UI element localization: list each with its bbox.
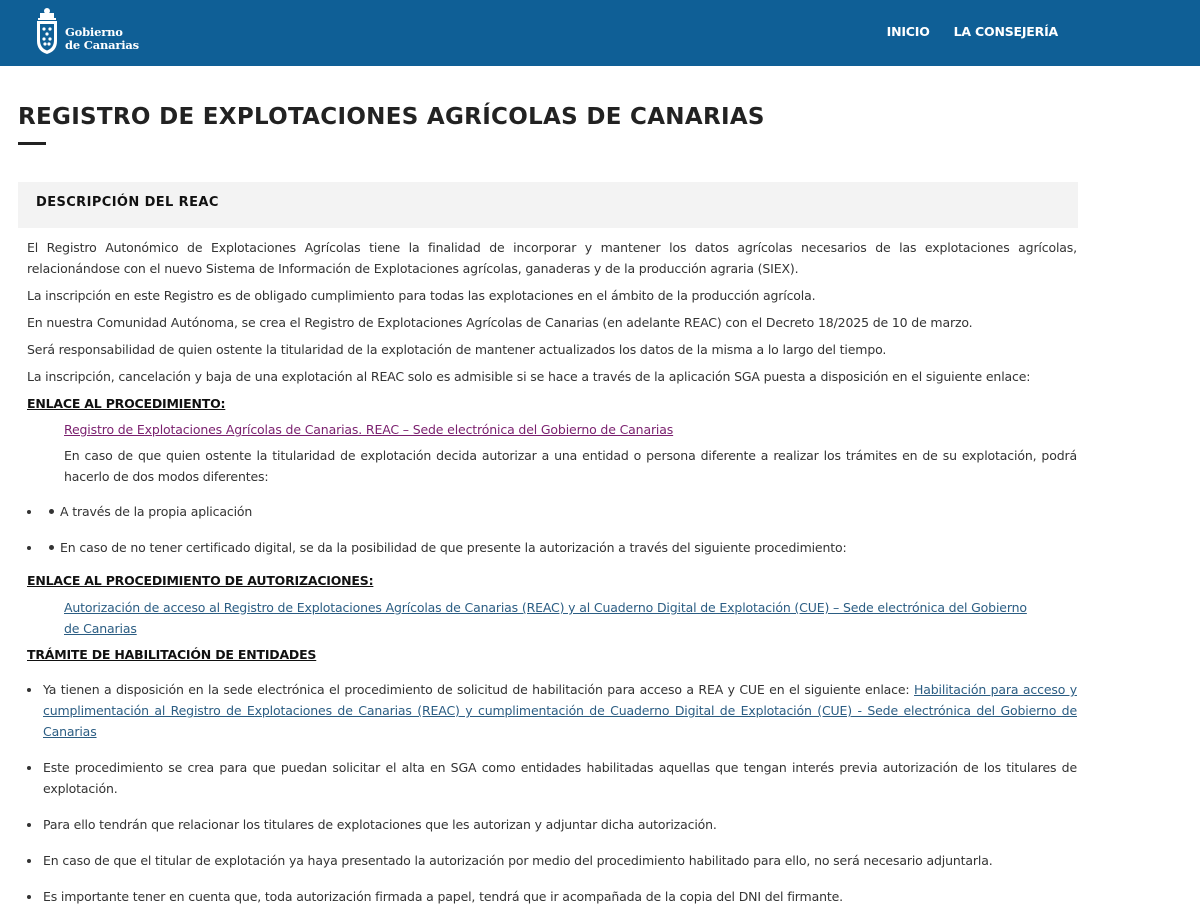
authorizations-heading: ENLACE AL PROCEDIMIENTO DE AUTORIZACIONES: — [27, 573, 374, 588]
top-header — [0, 0, 1200, 66]
main-nav — [887, 24, 1058, 39]
authorization-options-list — [27, 501, 1077, 558]
nav-la-consejeria[interactable]: LA CONSEJERÍA — [953, 24, 1058, 39]
paragraph-obligation: La inscripción en este Registro es de obligado cumplimiento para todas las explotaciones en el ámbito de la producción agrícola. — [27, 288, 816, 303]
procedure-heading: ENLACE AL PROCEDIMIENTO: — [27, 396, 226, 411]
nav-inicio[interactable]: INICIO — [886, 24, 930, 39]
sub-bullet — [49, 545, 54, 550]
list-item: A través de la propia aplicación — [27, 501, 1077, 522]
list-item: En caso de no tener certificado digital, se da la posibilidad de que presente la autorización a través del siguiente procedimiento: — [27, 537, 1077, 558]
logo-text — [65, 26, 139, 52]
sub-bullet — [49, 509, 54, 514]
procedure-link[interactable]: Registro de Explotaciones Agrícolas de Canarias. REAC – Sede electrónica del Gobierno de Canarias — [64, 422, 674, 437]
authorizations-block — [27, 597, 1077, 639]
paragraph-responsibility: Será responsabilidad de quien ostente la titularidad de la explotación de mantener actualizados los datos de la misma a lo largo del tiempo. — [27, 342, 887, 357]
section-title: DESCRIPCIÓN DEL REAC — [36, 195, 219, 210]
coat-of-arms-icon — [34, 7, 60, 55]
section-content — [27, 237, 1077, 922]
list-item: En caso de que el titular de explotación ya haya presentado la autorización por medio del procedimiento habilitado para ello, no será necesario adjuntarla. — [27, 850, 1077, 871]
list-item: Es importante tener en cuenta que, toda autorización firmada a papel, tendrá que ir acompañada de la copia del DNI del firmante. — [27, 886, 1077, 907]
list-item: Este procedimiento se crea para que puedan solicitar el alta en SGA como entidades habilitadas aquellas que tengan interés previa autorización de los titulares de explotación. — [27, 757, 1077, 799]
list-item: Ya tienen a disposición en la sede electrónica el procedimiento de solicitud de habilitación para acceso a REA y CUE en el siguiente enlace: Habilitación para acceso y cumplimentación al Registro de Explotaciones de Canarias (REAC) y cumplimentación de Cuaderno Digital de Explotación (CUE) - Sede electrónica del Gobierno de Canarias — [27, 679, 1077, 742]
procedure-text: En caso de que quien ostente la titularidad de explotación decida autorizar a una entidad o persona diferente a realizar los trámites en de su explotación, podrá hacerlo de dos modos diferentes: — [64, 448, 1077, 484]
entities-heading: TRÁMITE DE HABILITACIÓN DE ENTIDADES — [27, 647, 317, 662]
paragraph-sga: La inscripción, cancelación y baja de una explotación al REAC solo es admisible si se hace a través de la aplicación SGA puesta a disposición en el siguiente enlace: — [27, 369, 1031, 384]
procedure-block — [27, 419, 1077, 487]
habilitacion-link[interactable]: Habilitación para acceso y cumplimentación al Registro de Explotaciones de Canarias (REAC) y cumplimentación de Cuaderno Digital de Explotación (CUE) - Sede electrónica del Gobierno de Canarias — [43, 682, 1077, 739]
gobierno-canarias-logo[interactable] — [34, 7, 154, 57]
paragraph-intro: El Registro Autonómico de Explotaciones Agrícolas tiene la finalidad de incorporar y mantener los datos agrícolas necesarios de las explotaciones agrícolas, relacionándose con el nuevo Sistema de Información de Explotaciones agrícolas, ganaderas y de la producción agraria (SIEX). — [27, 240, 1077, 276]
authorizations-link[interactable]: Autorización de acceso al Registro de Explotaciones Agrícolas de Canarias (REAC) y al Cuaderno Digital de Explotación (CUE) – Sede electrónica del Gobierno de Canarias — [64, 600, 1027, 636]
title-underline — [18, 142, 46, 145]
entities-list — [27, 679, 1077, 907]
section-header — [18, 182, 1078, 228]
list-item: Para ello tendrán que relacionar los titulares de explotaciones que les autorizan y adjuntar dicha autorización. — [27, 814, 1077, 835]
paragraph-decree: En nuestra Comunidad Autónoma, se crea el Registro de Explotaciones Agrícolas de Canarias (en adelante REAC) con el Decreto 18/2025 de 10 de marzo. — [27, 315, 973, 330]
page-title: REGISTRO DE EXPLOTACIONES AGRÍCOLAS DE CANARIAS — [18, 104, 765, 130]
logo-line-1: Gobierno — [65, 25, 123, 39]
logo-line-2: de Canarias — [65, 38, 139, 52]
